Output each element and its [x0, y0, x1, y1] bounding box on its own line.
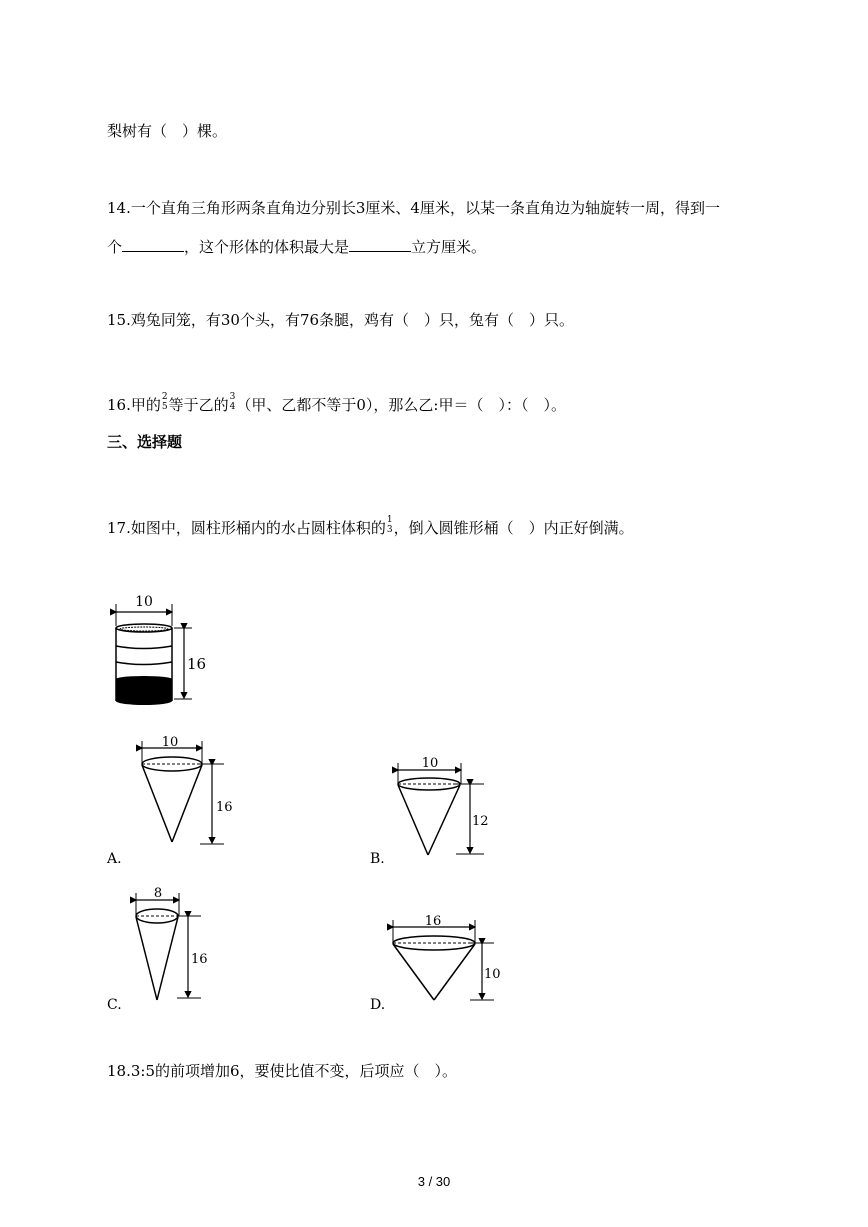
fraction-two-fifths: 2 5: [161, 392, 168, 412]
cone-d-height-label: 10: [484, 967, 501, 982]
cone-b-figure: [388, 750, 503, 860]
q16-text-3: （甲、乙都不等于0），那么乙:甲＝（ ）：（ ）。: [236, 396, 566, 414]
cone-c-diameter-label: 8: [153, 886, 163, 901]
cone-a-height-label: 16: [216, 800, 233, 815]
cone-b-diameter-label: 10: [421, 756, 439, 771]
q16-text-1: 16.甲的: [107, 396, 161, 414]
question-16: [107, 392, 566, 416]
q14-text-1: 个: [107, 238, 123, 256]
cone-d-diameter-label: 16: [424, 914, 442, 929]
q16-text-2: 等于乙的: [168, 396, 229, 414]
question-18: 18.3:5的前项增加6，要使比值不变，后项应（ ）。: [107, 1062, 458, 1080]
answer-blank-volume[interactable]: [349, 236, 411, 252]
cylinder-diameter-label: 10: [135, 594, 153, 610]
option-a-label[interactable]: A.: [107, 851, 122, 867]
q14-text-2: ，这个形体的体积最大是: [184, 238, 350, 256]
q17-text-2: ，倒入圆锥形桶（ ）内正好倒满。: [393, 519, 634, 537]
cone-a-diameter-label: 10: [161, 735, 179, 750]
option-d-label[interactable]: D.: [370, 997, 386, 1013]
cone-c-figure: [127, 880, 227, 1005]
option-c-label[interactable]: C.: [107, 997, 122, 1013]
page-number: 3 / 30: [417, 1174, 451, 1189]
option-b-label[interactable]: B.: [370, 851, 385, 867]
question-15: 15.鸡兔同笼，有30个头，有76条腿，鸡有（ ）只，兔有（ ）只。: [107, 311, 575, 329]
fraction-one-third: 1 3: [386, 515, 393, 535]
cylinder-height-label: 16: [187, 655, 207, 673]
answer-blank-shape[interactable]: [122, 236, 184, 252]
section-heading-choice: 三、选择题: [107, 433, 183, 451]
fraction-three-quarters: 3 4: [229, 392, 236, 412]
text-line-pear-trees: 梨树有（ ）棵。: [107, 122, 228, 140]
question-14-line-2: [107, 236, 486, 257]
cone-a-figure: [130, 730, 245, 852]
cone-c-height-label: 16: [191, 952, 208, 967]
cone-b-height-label: 12: [472, 814, 489, 829]
q14-text-3: 立方厘米。: [411, 238, 487, 256]
question-17: [107, 515, 634, 539]
cylinder-figure: [100, 588, 220, 713]
question-14-line-1: 14.一个直角三角形两条直角边分别长3厘米、4厘米，以某一条直角边为轴旋转一周，得到一: [107, 199, 720, 217]
cone-d-figure: [384, 905, 509, 1005]
q17-text-1: 17.如图中，圆柱形桶内的水占圆柱体积的: [107, 519, 386, 537]
